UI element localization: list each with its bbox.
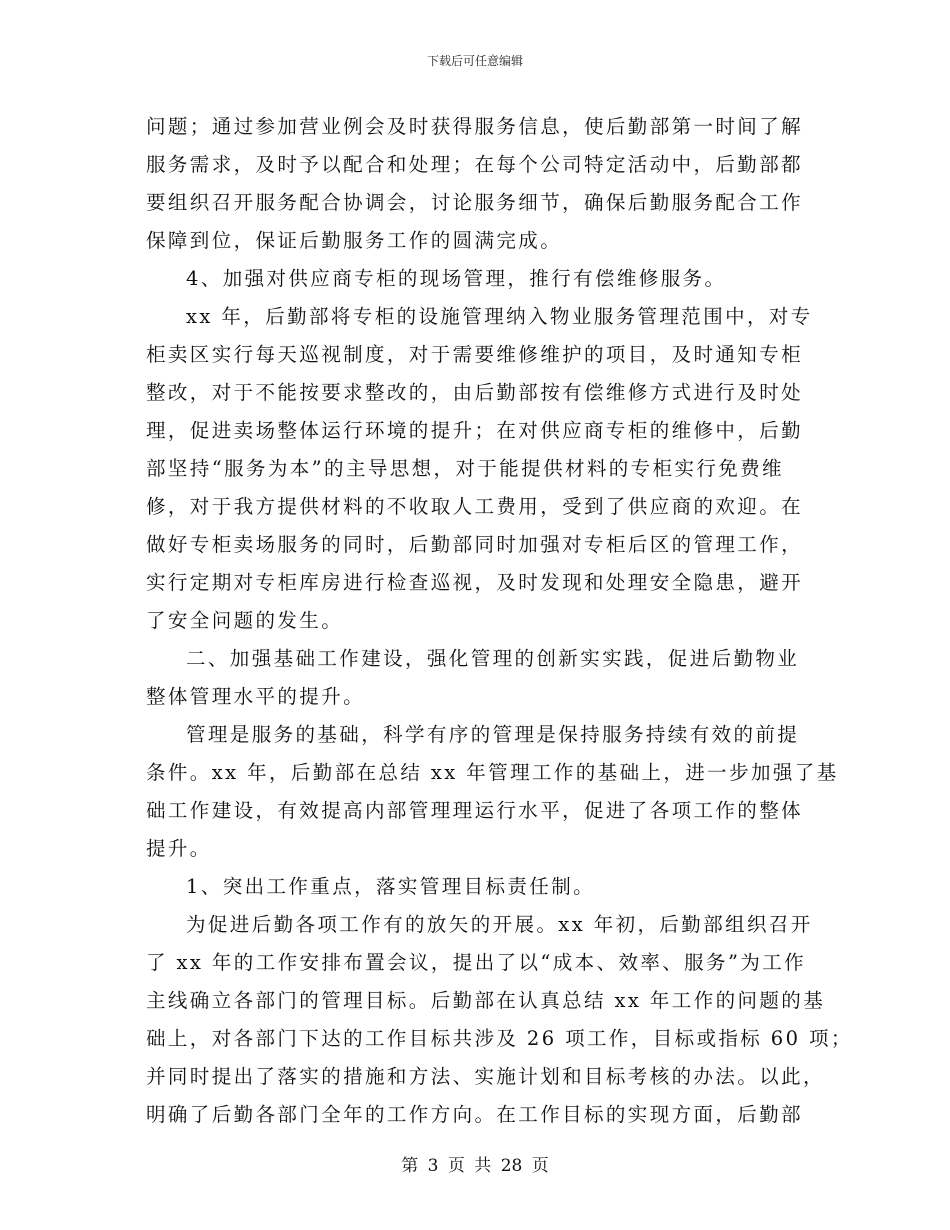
paragraph-start: xx 年，后勤部将专柜的设施管理纳入物业服务管理范围中，对专 [186,305,813,328]
text-line: 了安全问题的发生。 [146,609,344,632]
text-line: 修，对于我方提供材料的不收取人工费用，受到了供应商的欢迎。在 [146,495,804,518]
text-line: 保障到位，保证后勤服务工作的圆满完成。 [146,229,563,252]
text-line: 础上，对各部门下达的工作目标共涉及 26 项工作，目标或指标 60 项； [146,1027,853,1050]
page-header: 下载后可任意编辑 [426,54,523,68]
text-line: 并同时提出了落实的措施和方法、实施计划和目标考核的办法。以此， [146,1065,825,1088]
text-line: 做好专柜卖场服务的同时，后勤部同时加强对专柜后区的管理工作， [146,533,804,556]
text-line: 问题；通过参加营业例会及时获得服务信息，使后勤部第一时间了解 [146,115,804,138]
section-heading: 二、加强基础工作建设，强化管理的创新实实践，促进后勤物业 [186,647,800,670]
document-body [146,108,853,1134]
text-line: 服务需求，及时予以配合和处理；在每个公司特定活动中，后勤部都 [146,153,804,176]
text-line: 础工作建设，有效提高内部管理理运行水平，促进了各项工作的整体 [146,799,804,822]
section-heading: 4、加强对供应商专柜的现场管理，推行有偿维修服务。 [186,267,727,290]
text-line: 提升。 [146,837,212,860]
text-line: 主线确立各部门的管理目标。后勤部在认真总结 xx 年工作的问题的基 [146,989,826,1012]
paragraph-start: 为促进后勤各项工作有的放矢的开展。xx 年初，后勤部组织召开 [186,913,813,936]
text-line: 柜卖区实行每天巡视制度，对于需要维修维护的项目，及时通知专柜 [146,343,804,366]
text-line: 理，促进卖场整体运行环境的提升；在对供应商专柜的维修中，后勤 [146,419,804,442]
text-line: 明确了后勤各部门全年的工作方向。在工作目标的实现方面，后勤部 [146,1103,804,1126]
text-line: 条件。xx 年，后勤部在总结 xx 年管理工作的基础上，进一步加强了基 [146,761,839,784]
paragraph-start: 管理是服务的基础，科学有序的管理是保持服务持续有效的前提 [186,723,800,746]
section-heading: 1、突出工作重点，落实管理目标责任制。 [186,875,596,898]
text-line: 整改，对于不能按要求整改的，由后勤部按有偿维修方式进行及时处 [146,381,804,404]
text-line: 要组织召开服务配合协调会，讨论服务细节，确保后勤服务配合工作 [146,191,804,214]
page-number: 第 3 页 共 28 页 [401,1156,549,1176]
text-line: 实行定期对专柜库房进行检查巡视，及时发现和处理安全隐患，避开 [146,571,804,594]
text-line: 部坚持“服务为本”的主导思想，对于能提供材料的专柜实行免费维 [146,457,784,480]
text-line: 整体管理水平的提升。 [146,685,366,708]
text-line: 了 xx 年的工作安排布置会议，提出了以“成本、效率、服务”为工作 [146,951,807,974]
